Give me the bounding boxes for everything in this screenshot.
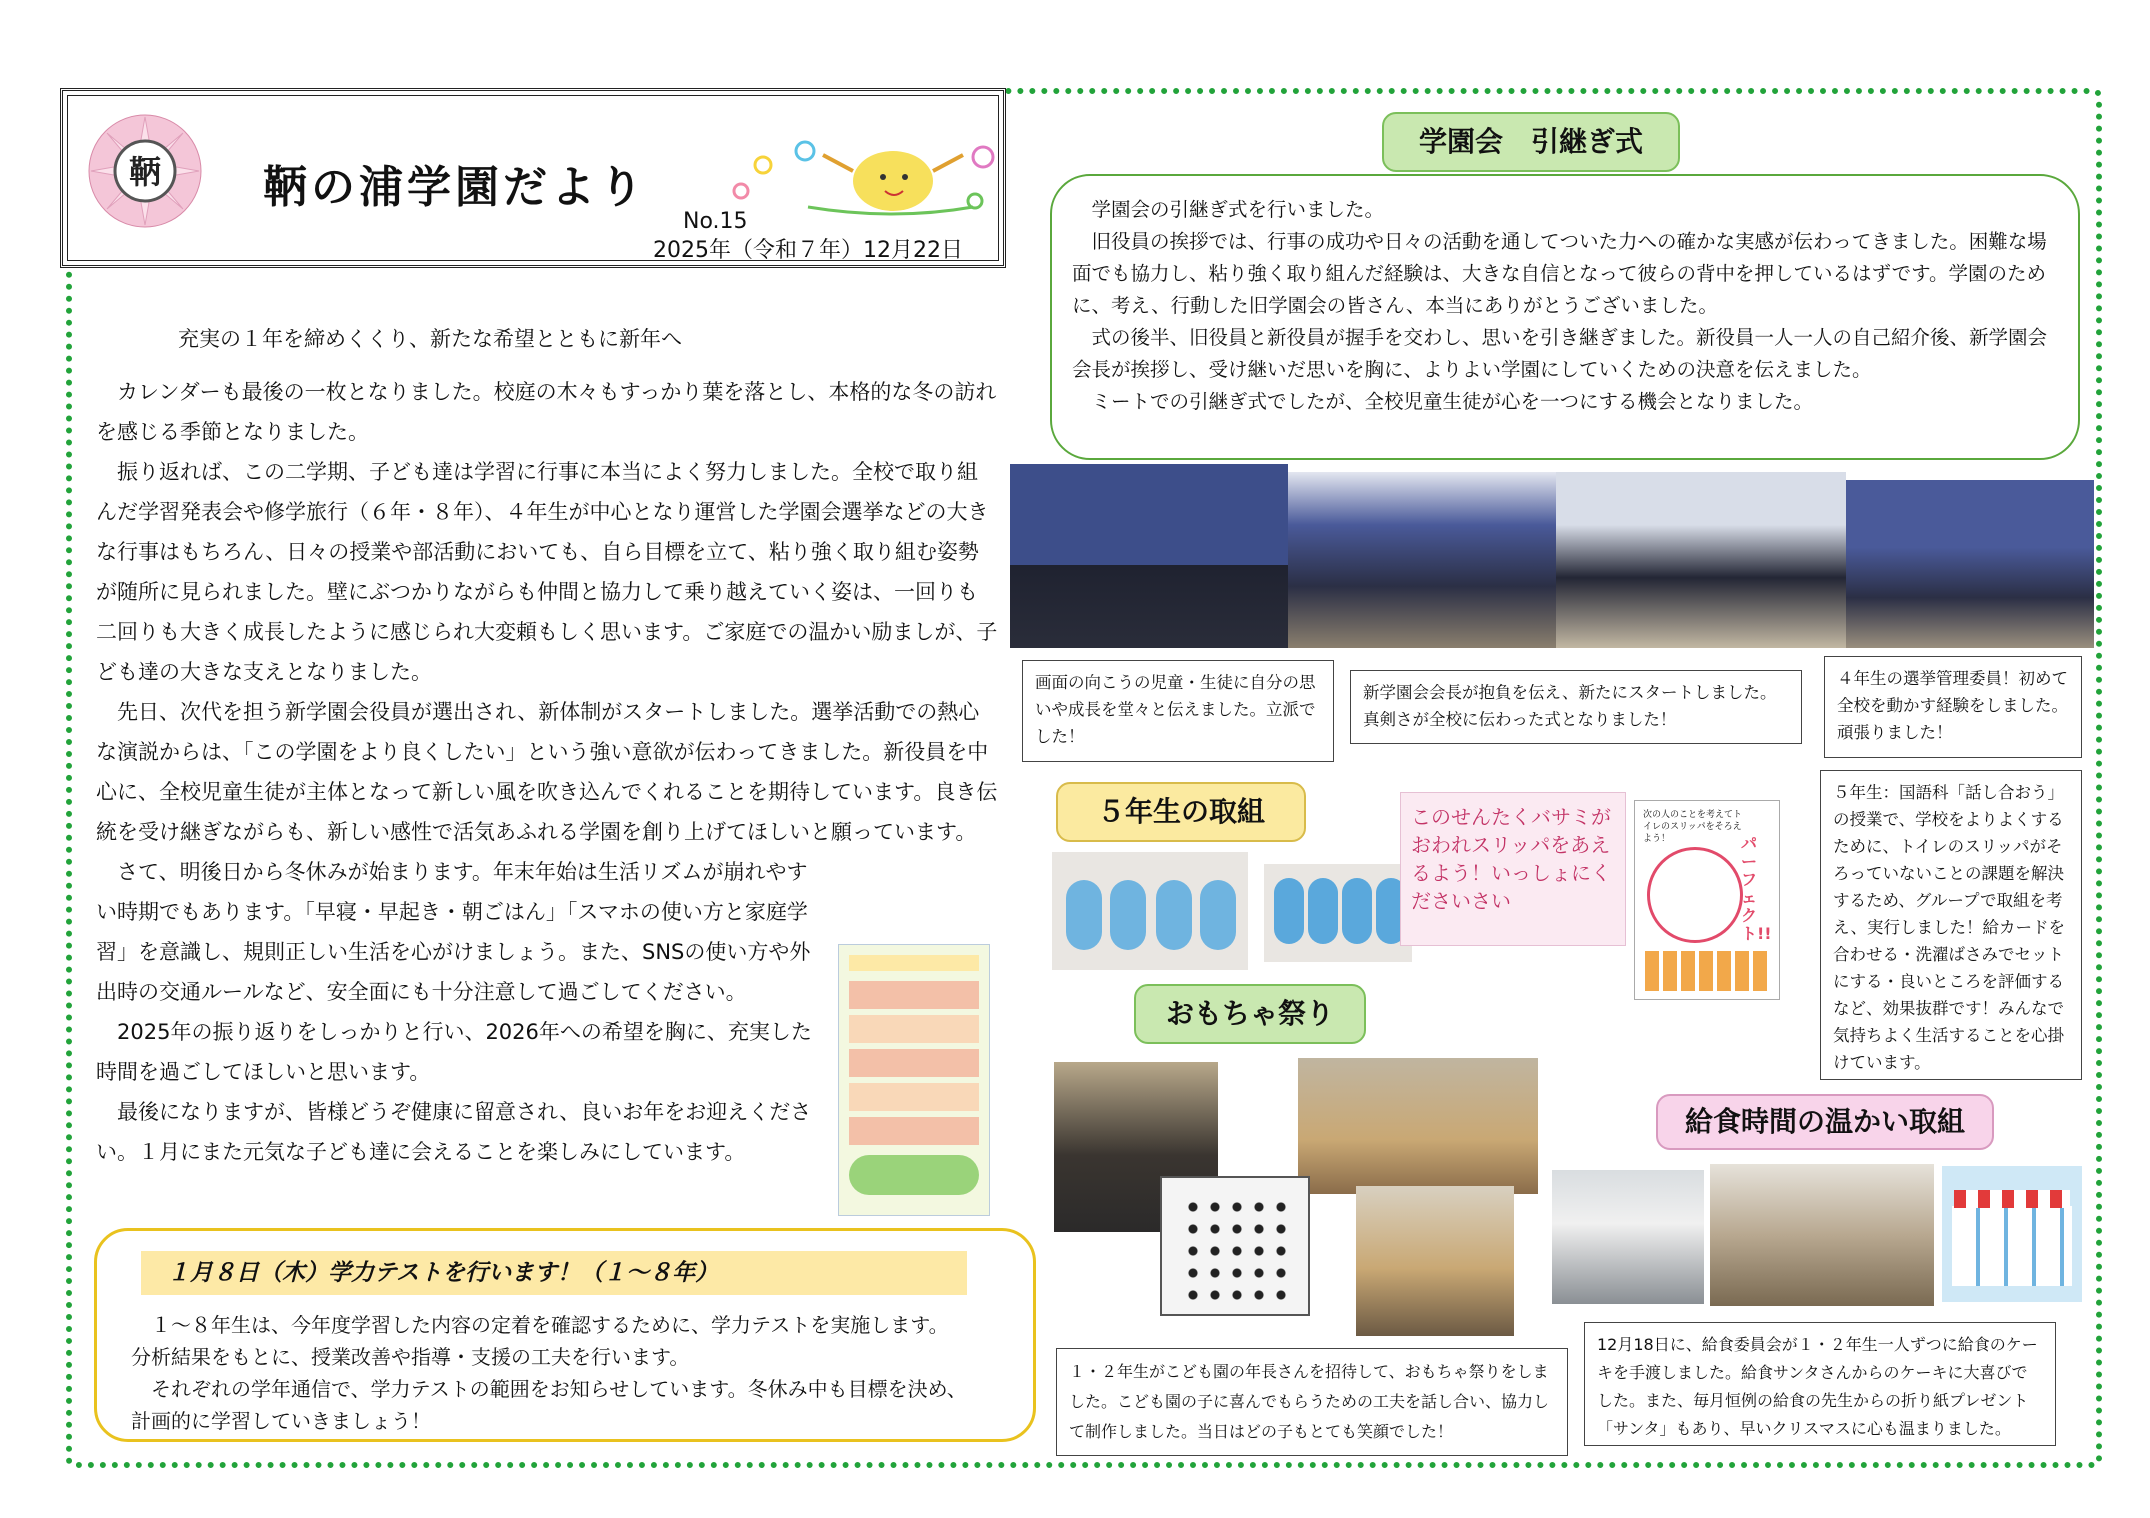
kyushoku-heading: 給食時間の温かい取組 [1656, 1094, 1994, 1150]
caption-new-president: 新学園会会長が抱負を伝え、新たにスタートしました。真剣さが全校に伝わった式となりました！ [1350, 670, 1802, 744]
photo-cake-delivery-2 [1710, 1164, 1934, 1306]
intro-heading: 充実の１年を締めくくり、新たな希望とともに新年へ [178, 327, 682, 351]
photo-new-president [1288, 472, 1556, 648]
emblem-char: 鞆 [128, 153, 162, 191]
caption-omocha: １・２年生がこども園の年長さんを招待して、おもちゃ祭りをしました。こども園の子に喜んでもらうための工夫を話し合い、協力して制作しました。当日はどの子もとても笑顔でした！ [1056, 1348, 1568, 1456]
newsletter-title: 鞆の浦学園だより [263, 162, 647, 213]
photo-election-committee [1846, 480, 2094, 648]
test-notice-title: １月８日（木）学力テストを行います！（１～８年） [141, 1251, 967, 1295]
grade5-heading: ５年生の取組 [1056, 782, 1306, 842]
photo-slippers-after [1264, 864, 1412, 962]
intro-paragraph: 2025年の振り返りをしっかりと行い、2026年への希望を胸に、充実した時間を過ごしてほしいと思います。 [96, 1020, 812, 1084]
test-line: 分析結果をもとに、授業改善や指導・支援の工夫を行います。 [131, 1345, 690, 1369]
caption-kyushoku: 12月18日に、給食委員会が１・２年生一人ずつに給食のケーキを手渡しました。給食サンタさんからのケーキに大喜びでした。また、毎月恒例の給食の先生からの折り紙プレゼント「サンタ」もあり、早いクリスマスに心も温まりました。 [1584, 1322, 2056, 1446]
photo-toy-festival-target [1160, 1176, 1310, 1316]
sun-mascot-icon [713, 111, 1013, 221]
gakuenkai-text-box [1050, 174, 2080, 460]
issue-date: 2025年（令和７年）12月22日 [653, 238, 963, 263]
test-notice-box [94, 1228, 1036, 1442]
poster-perfect-badge: パーフェクト!! [1741, 834, 1772, 943]
omocha-heading: おもちゃ祭り [1134, 984, 1366, 1044]
test-line: 計画的に学習していきましょう！ [131, 1409, 431, 1433]
test-line: それぞれの学年通信で、学力テストの範囲をお知らせしています。冬休み中も目標を決め、 [151, 1377, 967, 1401]
issue-number: No.15 [683, 209, 748, 234]
masthead [60, 88, 1006, 268]
gakuenkai-paragraph: 式の後半、旧役員と新役員が握手を交わし、思いを引き継ぎました。新役員一人一人の自己紹介後、新学園会会長が挨拶し、受け継いだ思いを胸に、よりよい学園にしていくための決意を伝えました。 [1072, 326, 2048, 381]
photo-cake-delivery-1 [1552, 1170, 1704, 1304]
photo-group-screen [1556, 472, 1846, 648]
photo-old-officers [1010, 464, 1288, 648]
intro-paragraph: 先日、次代を担う新学園会役員が選出され、新体制がスタートしました。選挙活動での熱心な演説からは、「この学園をより良くしたい」という強い意欲が伝わってきました。新役員を中心に、全校児童生徒が主体となって新しい風を吹き込んでくれることを期待しています。良き伝統を受け継ぎながらも、新しい感性で活気あふれる学園を創り上げてほしいと願っています。 [96, 700, 998, 844]
poster-perfect-title: 次の人のことを考えてトイレのスリッパをそろえよう！ [1643, 810, 1742, 844]
intro-paragraph: さて、明後日から冬休みが始まります。年末年始は生活リズムが崩れやすい時期でもあります。「早寝・早起き・朝ごはん」「スマホの使い方と家庭学習」を意識し、規則正しい生活を心がけましょう。また、SNSの使い方や外出時の交通ルールなど、安全面にも十分注意して過ごしてください。 [96, 860, 811, 1004]
gakuenkai-text [1072, 194, 2062, 418]
photo-slippers-before [1052, 852, 1248, 970]
intro-paragraph: 最後になりますが、皆様どうぞ健康に留意され、良いお年をお迎えください。１月にまた元気な子ども達に会えることを楽しみにしています。 [96, 1100, 812, 1164]
poster-clothespin-rule: このせんたくバサミがおわれスリッパをあえるよう！いっしょにくださいさい [1400, 792, 1626, 946]
gakuenkai-paragraph: ミートでの引継ぎ式でしたが、全校児童生徒が心を一つにする機会となりました。 [1091, 390, 1814, 413]
photo-santa-origami [1942, 1166, 2082, 1302]
gakuenkai-paragraph: 旧役員の挨拶では、行事の成功や日々の活動を通してついた力への確かな実感が伝わってきました。困難な場面でも協力し、粘り強く取り組んだ経験は、大きな自信となって彼らの背中を押しているはずです。学園のために、考え、行動した旧学園会の皆さん、本当にありがとうございました。 [1072, 230, 2047, 317]
caption-grade5: ５年生：国語科「話し合おう」の授業で、学校をよりよくするために、トイレのスリッパがそろっていないことの課題を解決するため、グループで取組を考え、実行しました！給カードを合わせる・洗濯ばさみでセットにする・良いところを評価するなど、効果抜群です！みんなで気持ちよく生活することを心掛けています。 [1820, 770, 2082, 1080]
caption-election-committee: ４年生の選挙管理委員！初めて全校を動かす経験をしました。頑張りました！ [1824, 656, 2082, 758]
intro-paragraph: カレンダーも最後の一枚となりました。校庭の木々もすっかり葉を落とし、本格的な冬の訪れを感じる季節となりました。 [96, 380, 997, 444]
winter-rules-poster-image [838, 944, 990, 1216]
school-emblem-icon [85, 111, 205, 231]
poster-perfect [1634, 800, 1780, 1000]
caption-old-officers: 画面の向こうの児童・生徒に自分の思いや成長を堂々と伝えました。立派でした！ [1022, 660, 1334, 762]
gakuenkai-paragraph: 学園会の引継ぎ式を行いました。 [1091, 198, 1385, 221]
test-line: １～８年生は、今年度学習した内容の定着を確認するために、学力テストを実施します。 [151, 1313, 949, 1337]
photo-toy-festival-3 [1356, 1186, 1514, 1336]
test-notice-text [131, 1309, 1011, 1437]
gakuenkai-heading: 学園会 引継ぎ式 [1382, 112, 1680, 172]
photo-toy-festival-2 [1298, 1058, 1538, 1194]
intro-paragraph: 振り返れば、この二学期、子ども達は学習に行事に本当によく努力しました。全校で取り組んだ学習発表会や修学旅行（６年・８年）、４年生が中心となり運営した学園会選挙などの大きな行事はもちろん、日々の授業や部活動においても、自ら目標を立て、粘り強く取り組む姿勢が随所に見られました。壁にぶつかりながらも仲間と協力して乗り越えていく姿は、一回りも二回りも大きく成長したように感じられ大変頼もしく思います。ご家庭での温かい励ましが、子ども達の大きな支えとなりました。 [96, 460, 998, 684]
